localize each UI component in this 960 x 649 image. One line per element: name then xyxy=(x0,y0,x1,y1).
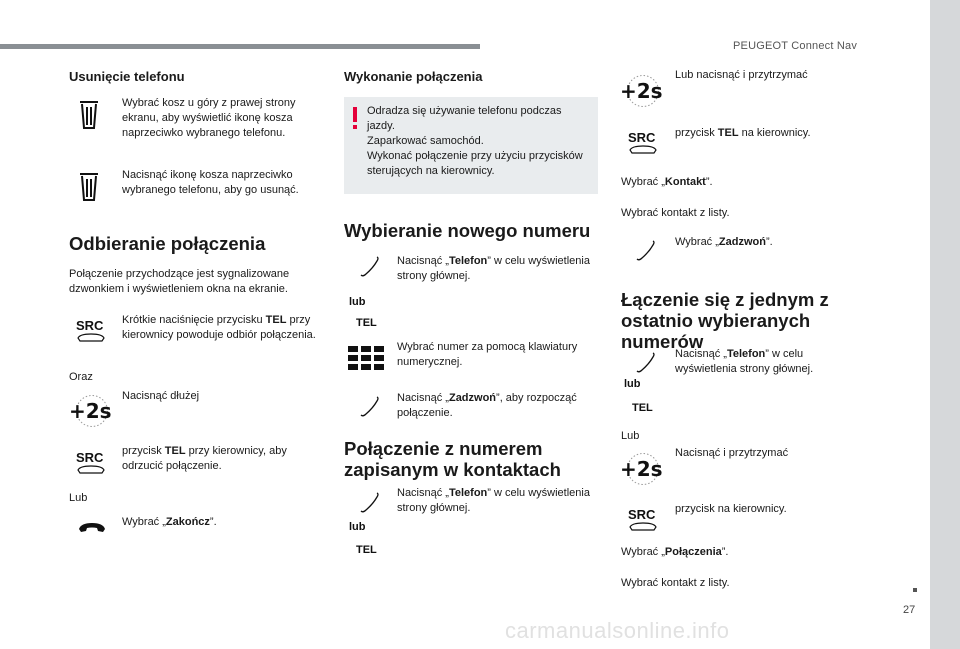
select-connections: Wybrać „Połączenia”. xyxy=(621,546,729,558)
phone-handset-icon xyxy=(358,256,380,278)
oraz-label: Oraz xyxy=(69,371,93,383)
trash-icon xyxy=(79,100,99,130)
hold-2s-label: +2s xyxy=(620,79,663,103)
watermark: carmanualsonline.info xyxy=(505,618,730,643)
warning-text: Odradza się używanie telefonu podczas jazdy. Zaparkować samochód. Wykonać połączenie przy użyciu przycisków sterujących na kierownicy. xyxy=(367,105,583,177)
hold-instruction: Lub nacisnąć i przytrzymać xyxy=(675,69,808,81)
header-title: PEUGEOT Connect Nav xyxy=(733,40,858,52)
section-title-call-contact: Połączenie z numerem zapisanym w kontaktach xyxy=(344,438,561,480)
hold-2s-icon xyxy=(618,452,664,486)
src-label: SRC xyxy=(628,130,656,145)
section-title-answer-call: Odbieranie połączenia xyxy=(69,233,266,254)
or-label: lub xyxy=(349,296,366,308)
phone-handset-icon xyxy=(358,396,380,418)
page-edge-band xyxy=(930,0,960,649)
section-title-remove-phone: Usunięcie telefonu xyxy=(69,69,185,84)
page-number: 27 xyxy=(903,604,916,616)
page-marker xyxy=(913,588,917,592)
contact-step-1: Nacisnąć „Telefon” w celu wyświetlenia strony głównej. xyxy=(397,487,590,514)
answer-intro: Połączenie przychodzące jest sygnalizowane dzwonkiem i wyświetleniem okna na ekranie. xyxy=(69,268,290,295)
dial-step-3: Nacisnąć „Zadzwoń”, aby rozpocząć połączenie. xyxy=(397,392,577,419)
select-from-list-2: Wybrać kontakt z listy. xyxy=(621,577,730,589)
steering-src-button-icon xyxy=(72,448,110,478)
select-contact-tab: Wybrać „Kontakt”. xyxy=(621,176,713,188)
numeric-keypad-icon xyxy=(348,346,386,372)
tel-label: TEL xyxy=(356,544,377,556)
or-label: lub xyxy=(349,521,366,533)
remove-step-1: Wybrać kosz u góry z prawej strony ekranu, aby wyświetlić ikonę kosza naprzeciwko wybranego telefonu. xyxy=(122,97,296,139)
phone-handset-icon xyxy=(358,492,380,514)
warning-icon xyxy=(353,107,357,129)
lub-label: Lub xyxy=(621,430,640,442)
phone-handset-icon xyxy=(634,352,656,374)
src-label: SRC xyxy=(76,318,104,333)
or-label: lub xyxy=(624,378,641,390)
phone-handset-icon xyxy=(634,240,656,262)
hold-2s-icon xyxy=(67,394,113,428)
lub-label: Lub xyxy=(69,492,88,504)
src-label: SRC xyxy=(628,507,656,522)
answer-step-1: Krótkie naciśnięcie przycisku TEL przy kierownicy powoduje odbiór połączenia. xyxy=(122,314,316,341)
hold-2s-label: +2s xyxy=(69,399,112,423)
tel-label: TEL xyxy=(356,317,377,329)
recent-step-1: Nacisnąć „Telefon” w celu wyświetlenia strony głównej. xyxy=(675,348,814,375)
select-from-list: Wybrać kontakt z listy. xyxy=(621,207,730,219)
steering-src-button-icon xyxy=(624,128,662,158)
press-hold: Nacisnąć i przytrzymać xyxy=(675,447,789,459)
dial-step-2: Wybrać numer za pomocą klawiatury numerycznej. xyxy=(397,341,578,368)
trash-icon xyxy=(79,172,99,202)
reject-step: przycisk TEL przy kierownicy, aby odrzucić połączenie. xyxy=(122,445,287,472)
src-tel-step: przycisk TEL na kierownicy. xyxy=(675,127,811,139)
section-title-make-call: Wykonanie połączenia xyxy=(344,69,483,84)
src-label: SRC xyxy=(76,450,104,465)
hold-2s-label: +2s xyxy=(620,457,663,481)
steering-button-step: przycisk na kierownicy. xyxy=(675,503,787,515)
hold-2s-icon xyxy=(618,74,664,108)
steering-src-button-icon xyxy=(72,316,110,346)
tel-label: TEL xyxy=(632,402,653,414)
section-title-dial-new: Wybieranie nowego numeru xyxy=(344,220,591,241)
call-contact-step: Wybrać „Zadzwoń”. xyxy=(675,236,773,248)
header-bar xyxy=(0,44,480,49)
steering-src-button-icon xyxy=(624,505,662,535)
remove-step-2: Nacisnąć ikonę kosza naprzeciwko wybranego telefonu, aby go usunąć. xyxy=(122,169,299,196)
end-call-step: Wybrać „Zakończ”. xyxy=(122,516,217,528)
press-longer: Nacisnąć dłużej xyxy=(122,390,200,402)
section-title-recent-numbers: Łączenie się z jednym z ostatnio wybieranych numerów xyxy=(621,289,829,352)
dial-step-1: Nacisnąć „Telefon” w celu wyświetlenia strony głównej. xyxy=(397,255,590,282)
hang-up-icon xyxy=(77,520,107,534)
